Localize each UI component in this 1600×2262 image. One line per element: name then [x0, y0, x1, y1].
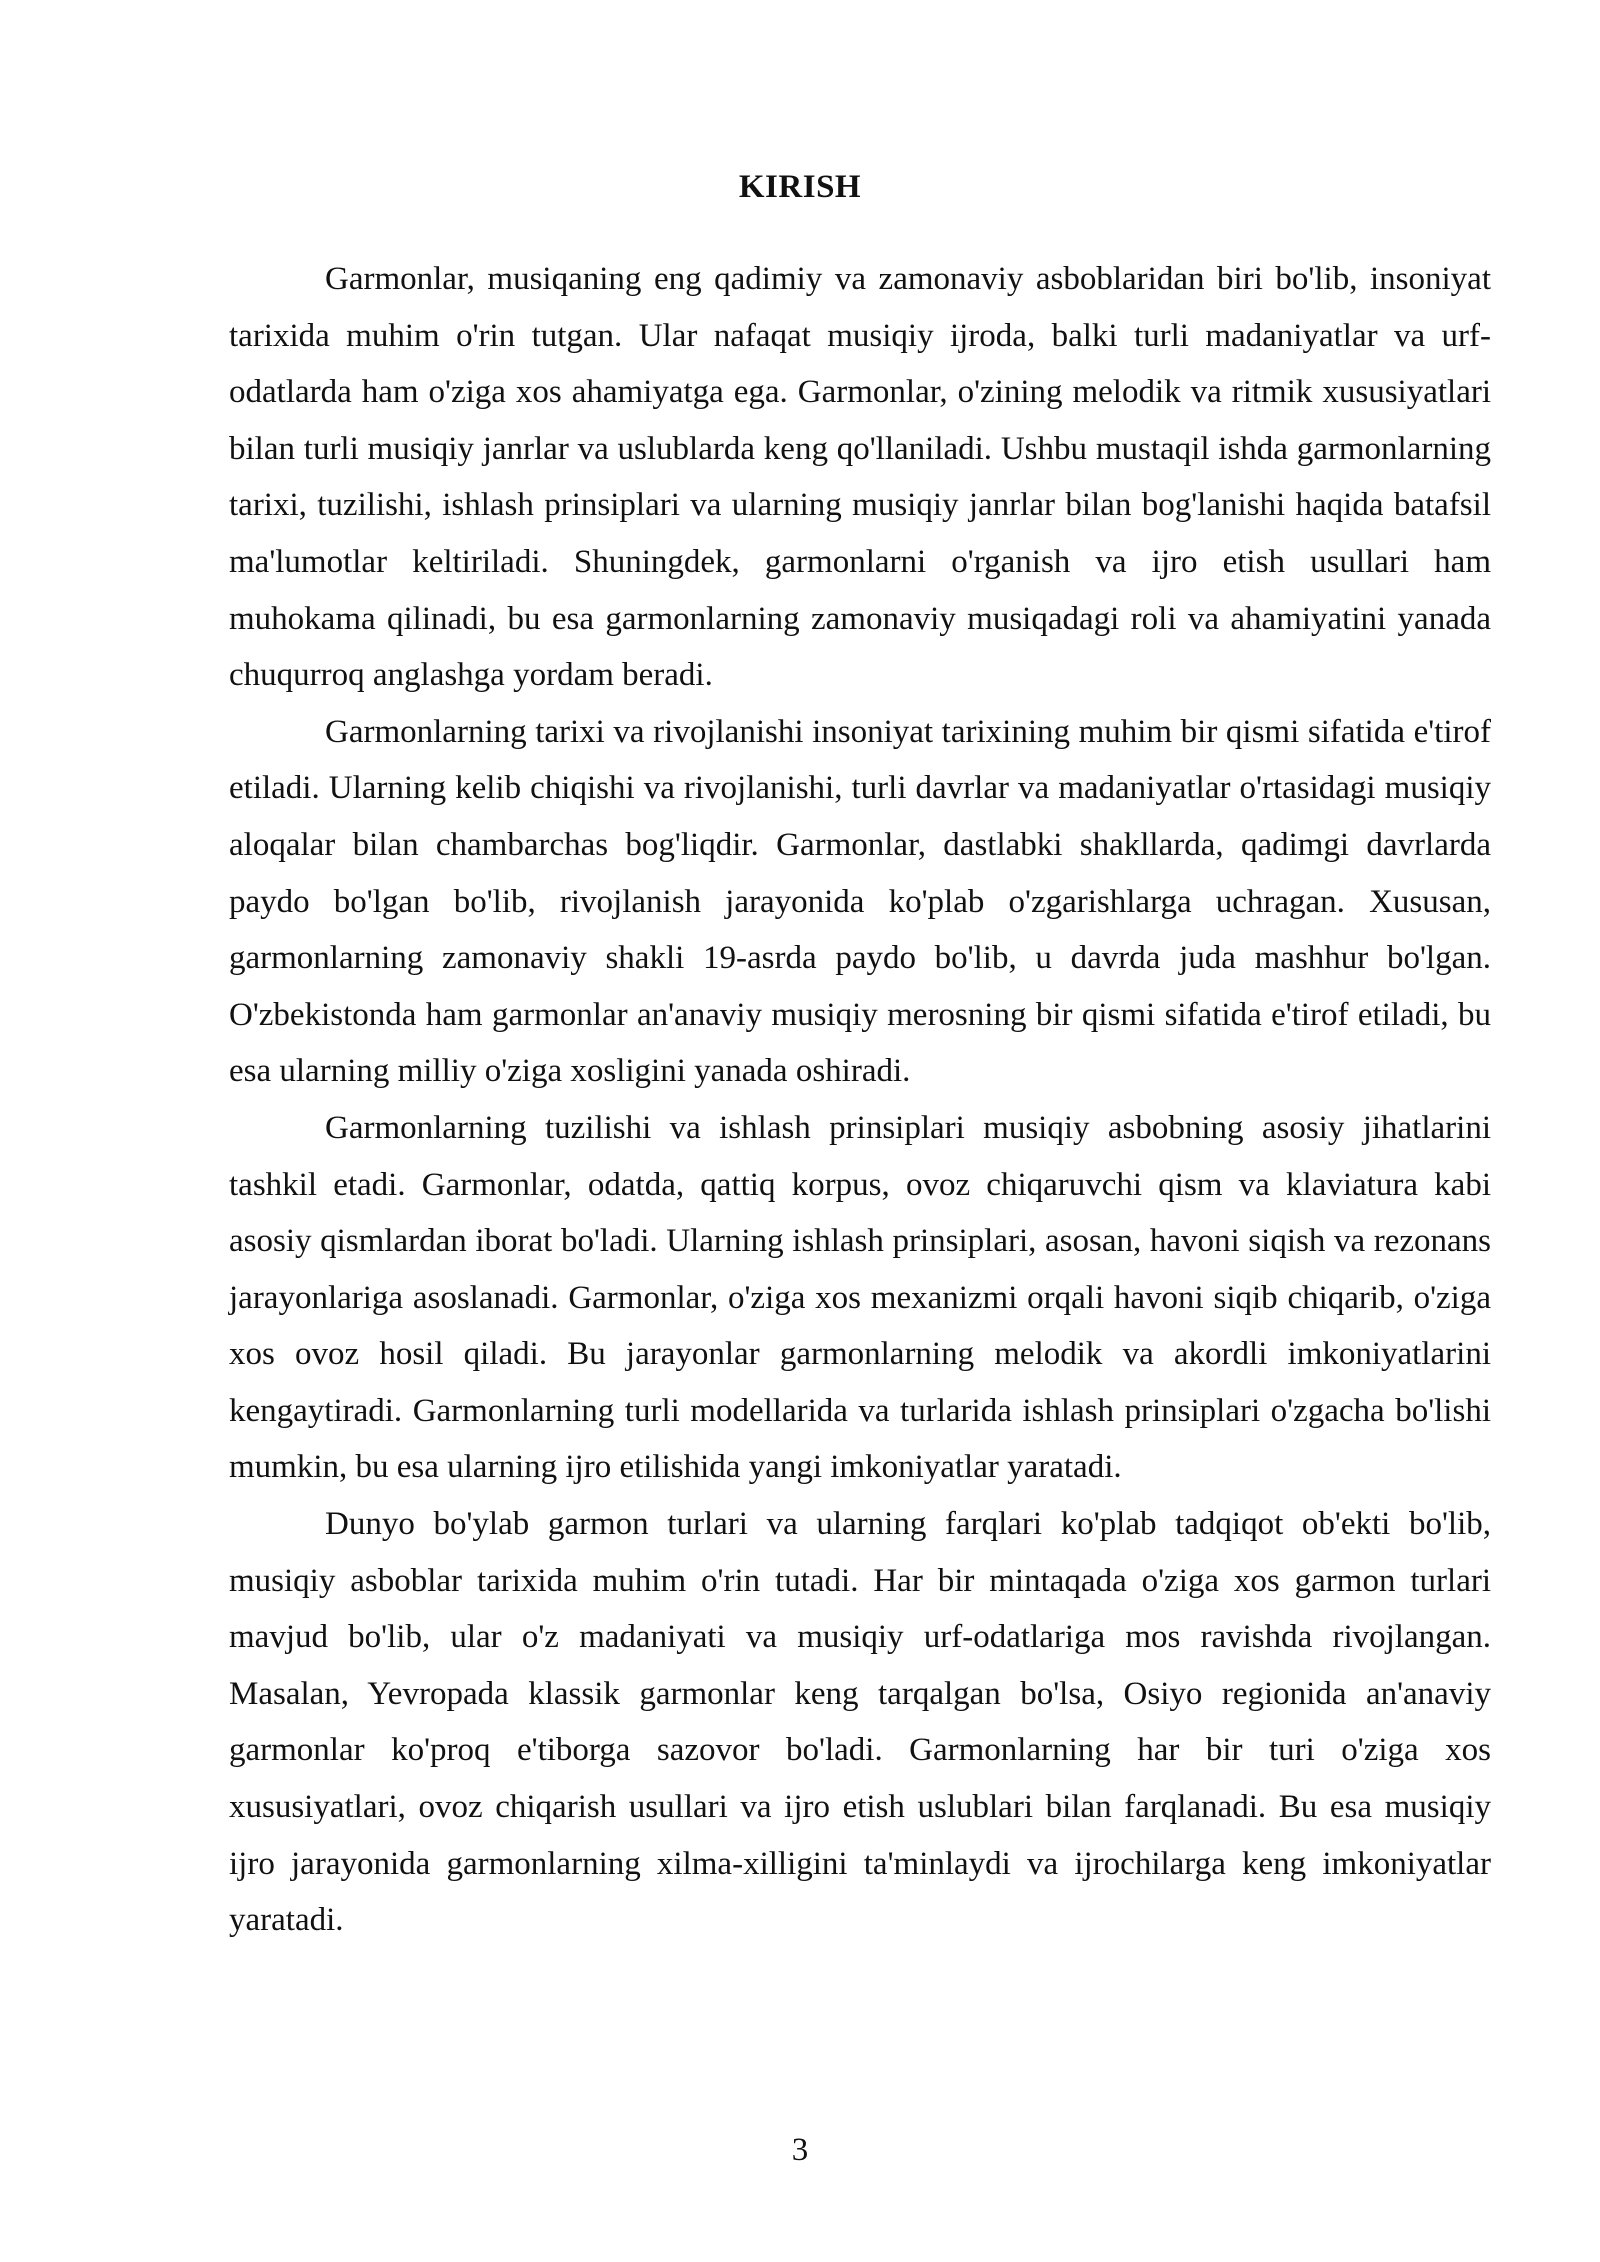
body-text	[229, 251, 1491, 1949]
paragraph-types: Dunyo bo'ylab garmon turlari va ularning farqlari ko'plab tadqiqot ob'ekti bo'lib, musiqiy asboblar tarixida muhim o'rin tutadi. Har bir mintaqada o'ziga xos garmon turlari mavjud bo'lib, ular o'z madaniyati va musiqiy urf-odatlariga mos ravishda rivojlangan. Masalan, Yevropada klassik garmonlar keng tarqalgan bo'lsa, Osiyo regionida an'anaviy garmonlar ko'proq e'tiborga sazovor bo'ladi. Garmonlarning har bir turi o'ziga xos xususiyatlari, ovoz chiqarish usullari va ijro etish uslublari bilan farqlanadi. Bu esa musiqiy ijro jarayonida garmonlarning xilma-xilligini ta'minlaydi va ijrochilarga keng imkoniyatlar yaratadi.	[229, 1506, 1491, 1939]
paragraph-intro: Garmonlar, musiqaning eng qadimiy va zamonaviy asboblaridan biri bo'lib, insoniyat tarixida muhim o'rin tutgan. Ular nafaqat musiqiy ijroda, balki turli madaniyatlar va urf-odatlarda ham o'ziga xos ahamiyatga ega. Garmonlar, o'zining melodik va ritmik xususiyatlari bilan turli musiqiy janrlar va uslublarda keng qo'llaniladi. Ushbu mustaqil ishda garmonlarning tarixi, tuzilishi, ishlash prinsiplari va ularning musiqiy janrlar bilan bog'lanishi haqida batafsil ma'lumotlar keltiriladi. Shuningdek, garmonlarni o'rganish va ijro etish usullari ham muhokama qilinadi, bu esa garmonlarning zamonaviy musiqadagi roli va ahamiyatini yanada chuqurroq anglashga yordam beradi.	[229, 261, 1491, 694]
page-number: 3	[791, 2132, 809, 2168]
paragraph-history: Garmonlarning tarixi va rivojlanishi insoniyat tarixining muhim bir qismi sifatida e'tirof etiladi. Ularning kelib chiqishi va rivojlanishi, turli davrlar va madaniyatlar o'rtasidagi musiqiy aloqalar bilan chambarchas bog'liqdir. Garmonlar, dastlabki shakllarda, qadimgi davrlarda paydo bo'lgan bo'lib, rivojlanish jarayonida ko'plab o'zgarishlarga uchragan. Xususan, garmonlarning zamonaviy shakli 19-asrda paydo bo'lib, u davrda juda mashhur bo'lgan. O'zbekistonda ham garmonlar an'anaviy musiqiy merosning bir qismi sifatida e'tirof etiladi, bu esa ularning milliy o'ziga xosligini yanada oshiradi.	[229, 713, 1491, 1090]
paragraph-structure: Garmonlarning tuzilishi va ishlash prinsiplari musiqiy asbobning asosiy jihatlarini tashkil etadi. Garmonlar, odatda, qattiq korpus, ovoz chiqaruvchi qism va klaviatura kabi asosiy qismlardan iborat bo'ladi. Ularning ishlash prinsiplari, asosan, havoni siqish va rezonans jarayonlariga asoslanadi. Garmonlar, o'ziga xos mexanizmi orqali havoni siqib chiqarib, o'ziga xos ovoz hosil qiladi. Bu jarayonlar garmonlarning melodik va akordli imkoniyatlarini kengaytiradi. Garmonlarning turli modellarida va turlarida ishlash prinsiplari o'zgacha bo'lishi mumkin, bu esa ularning ijro etilishida yangi imkoniyatlar yaratadi.	[229, 1109, 1491, 1486]
section-heading: KIRISH	[738, 169, 862, 205]
